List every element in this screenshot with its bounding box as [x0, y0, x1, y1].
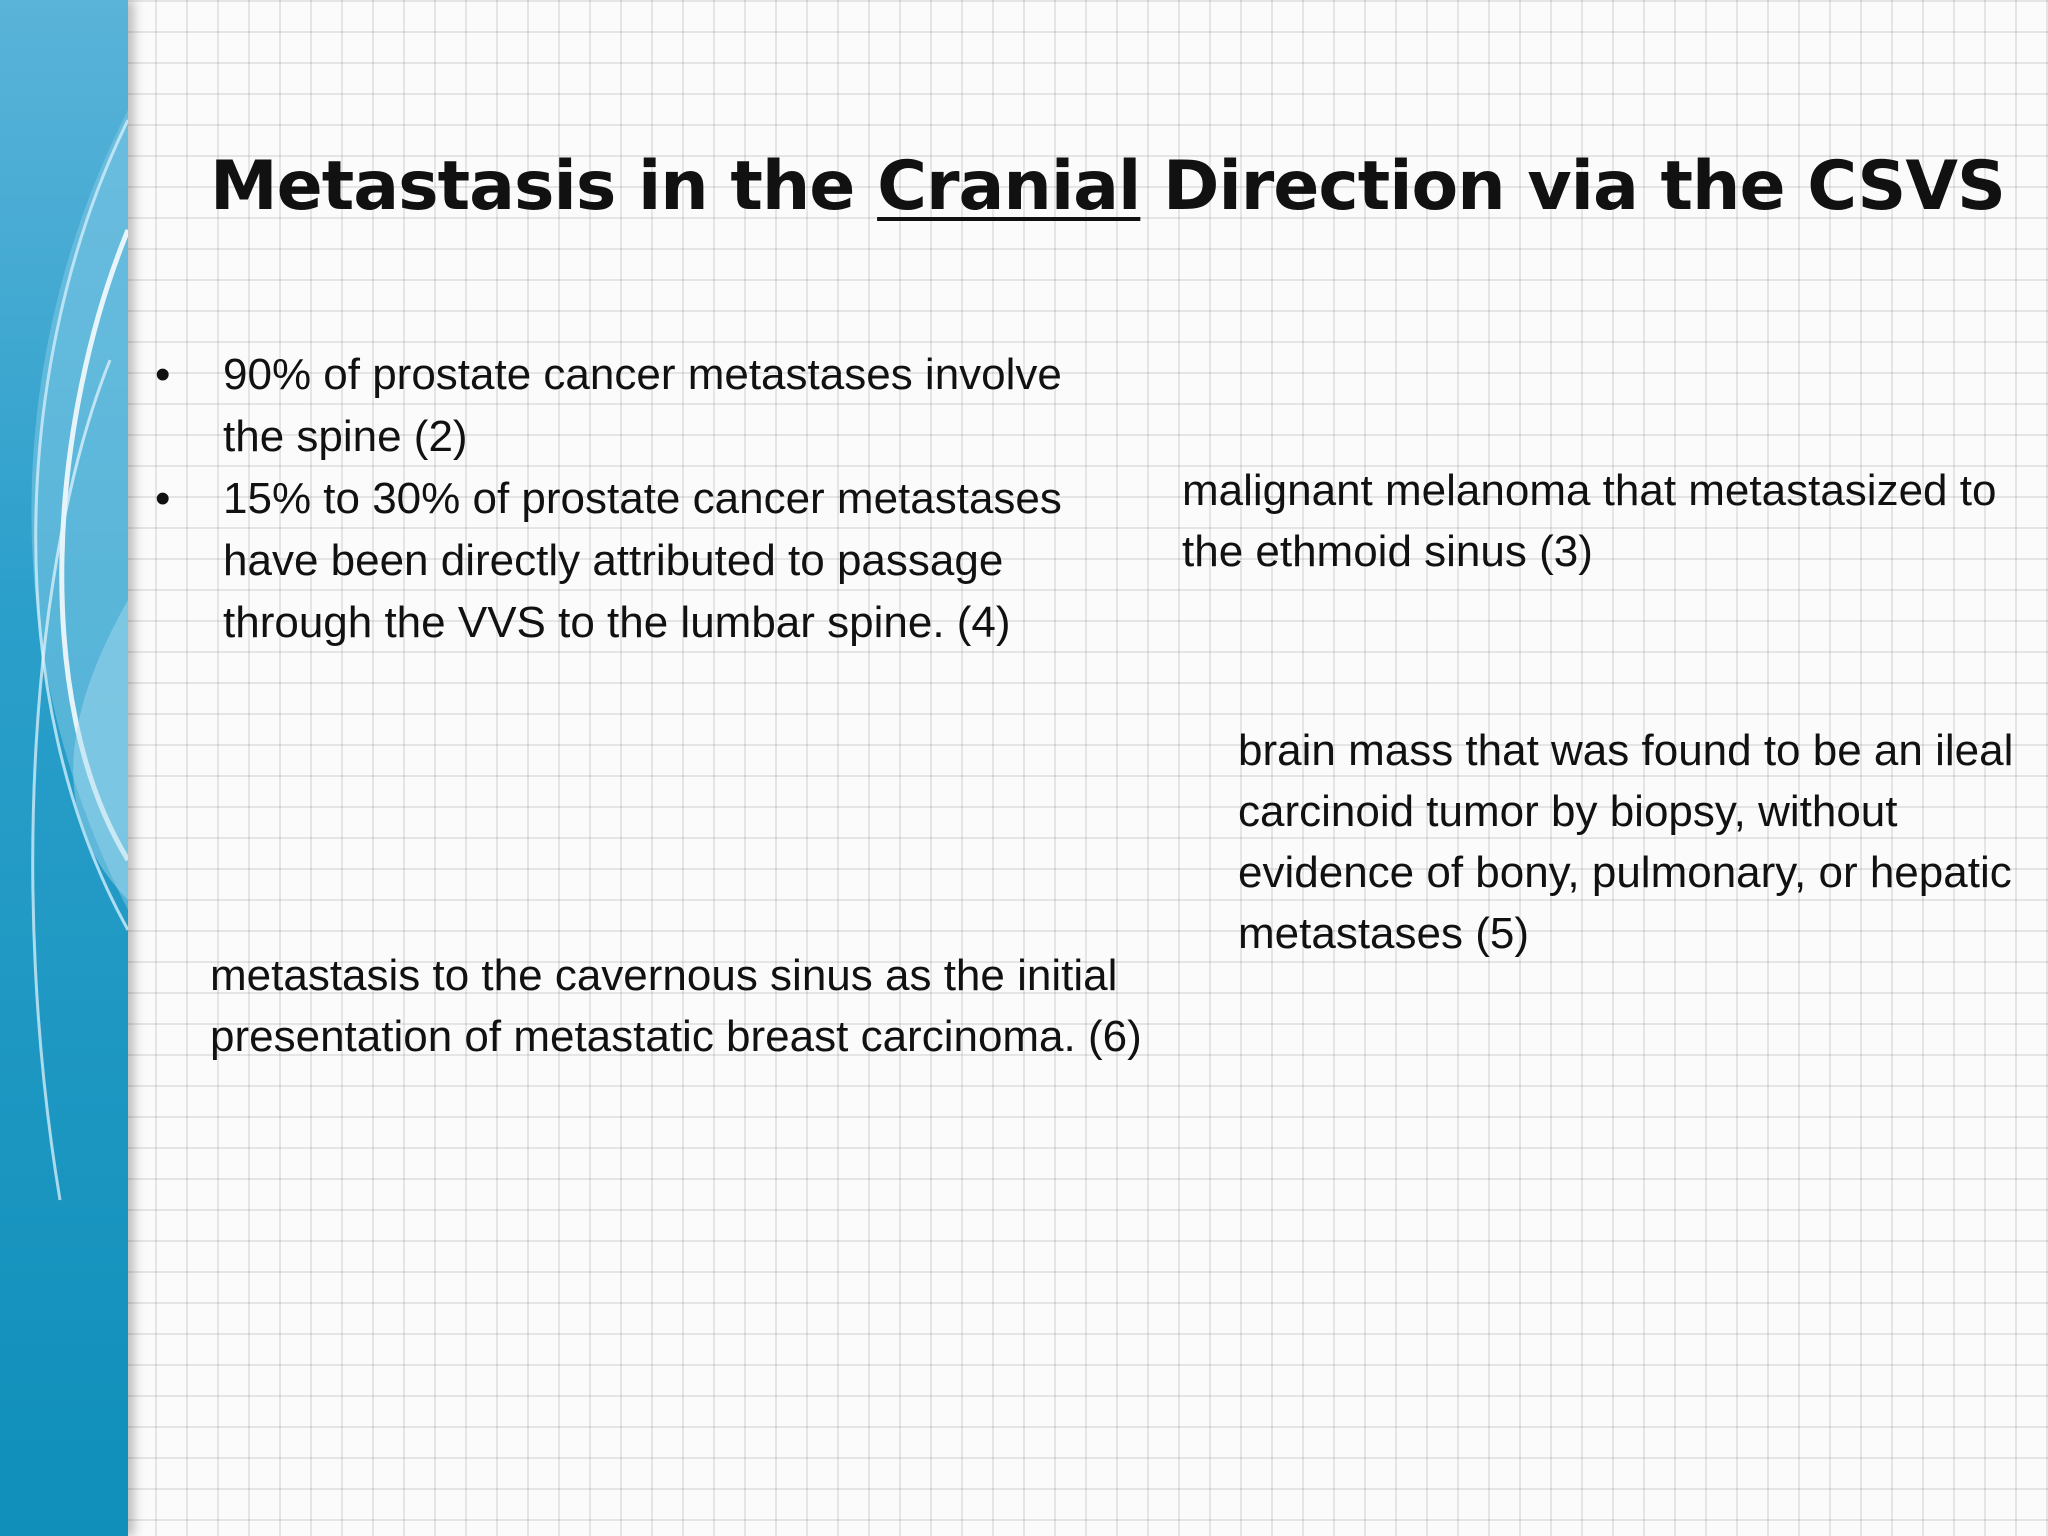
melanoma-caption: malignant melanoma that metastasized to the ethmoid sinus (3) [1182, 466, 1997, 576]
slide-title [210, 147, 2005, 226]
brain-mass-caption: brain mass that was found to be an ileal carcinoid tumor by biopsy, without evidence of bony, pulmonary, or hepatic metastases (5) [1238, 726, 2014, 958]
bullet-marker: • [155, 474, 171, 523]
side-decoration-strip [0, 0, 128, 1536]
title-underlined-word: Cranial [877, 147, 1141, 226]
prostate-bullet-list [155, 344, 1115, 654]
bullet-item [155, 468, 1115, 654]
bullet-marker: • [155, 350, 171, 399]
title-text-after: Direction via the CSVS [1140, 147, 2005, 226]
swoosh-decoration-icon [0, 0, 128, 1536]
cavernous-sinus-caption: metastasis to the cavernous sinus as the initial presentation of metastatic breast carcinoma. (6) [210, 951, 1142, 1061]
bullet-text: 90% of prostate cancer metastases involve the spine (2) [223, 350, 1062, 461]
bullet-item [155, 344, 1115, 468]
title-text-before: Metastasis in the [210, 147, 878, 226]
bullet-text: 15% to 30% of prostate cancer metastases have been directly attributed to passage through the VVS to the lumbar spine. (4) [223, 474, 1062, 647]
